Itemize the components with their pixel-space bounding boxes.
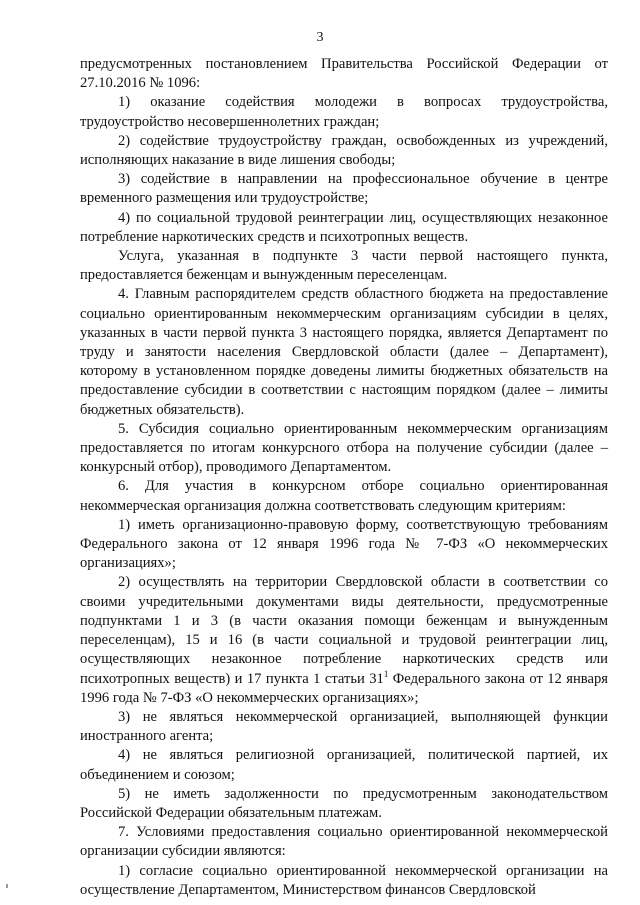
list-item: 3) содействие в направлении на профессиональное обучение в центре временного размещения или трудоустройстве; — [80, 171, 608, 207]
document-body — [80, 55, 608, 900]
superscript: 1 — [383, 668, 389, 679]
paragraph: 4. Главным распорядителем средств областного бюджета на предоставление социально ориентированным некоммерческим организациям субсидии в целях, указанных в части первой пункта 3 настоящего порядка, является Департамент по труду и занятости населения Свердловской области (далее – Департамент), которому в установленном порядке доведены лимиты бюджетных обязательств на предоставление субсидии в соответствии с настоящим порядком (далее – лимиты бюджетных обязательств). — [80, 286, 608, 418]
list-item: 5) не иметь задолженности по предусмотренным законодательством Российской Федерации обязательным платежам. — [80, 785, 608, 821]
list-item: 4) по социальной трудовой реинтеграции лиц, осуществляющих незаконное потребление наркотических средств и психотропных веществ. — [80, 209, 608, 245]
list-item: 4) не являться религиозной организацией, политической партией, их объединением и союзом; — [80, 747, 608, 783]
paragraph: 7. Условиями предоставления социально ориентированной некоммерческой организации субсидии являются: — [80, 824, 608, 860]
list-item: 1) иметь организационно-правовую форму, соответствующую требованиям Федерального закона от 12 января 1996 года № 7-ФЗ «О некоммерческих организациях»; — [80, 516, 608, 572]
paragraph: 6. Для участия в конкурсном отборе социально ориентированная некоммерческая организация должна соответствовать следующим критериям: — [80, 478, 608, 514]
paragraph: Услуга, указанная в подпункте 3 части первой настоящего пункта, предоставляется беженцам и вынужденным переселенцам. — [80, 248, 608, 284]
paragraph: предусмотренных постановлением Правительства Российской Федерации от 27.10.2016 № 1096: — [80, 56, 608, 92]
list-item: 2) содействие трудоустройству граждан, освобожденных из учреждений, исполняющих наказание в виде лишения свободы; — [80, 132, 608, 169]
paragraph: 5. Субсидия социально ориентированным некоммерческим организациям предоставляется по итогам конкурсного отбора на получение субсидии (далее – конкурсный отбор), проводимого Департаментом. — [80, 420, 608, 476]
list-item — [80, 573, 608, 707]
list-item-text-tail: Федерального закона от 12 января 1996 года № 7-ФЗ «О некоммерческих организациях»; — [80, 670, 608, 706]
list-item: 1) оказание содействия молодежи в вопросах трудоустройства, трудоустройство несовершеннолетних граждан; — [80, 94, 608, 130]
page-number: 3 — [316, 30, 324, 45]
list-item-text: 2) осуществлять на территории Свердловской области в соответствии со своими учредительными документами виды деятельности, предусмотренные подпунктами 1 и 3 (в части оказания помощи беженцам и вынужденным переселенцам), 15 и 16 (в части социальной и трудовой реинтеграции лиц, осуществляющих незаконное потребление наркотических средств или психотропных веществ) и 17 пункта 1 статьи 31 — [80, 574, 608, 687]
list-item: 1) согласие социально ориентированной некоммерческой организации на осуществление Департаментом, Министерством финансов Свердловской — [80, 862, 608, 898]
scan-mark — [6, 884, 8, 888]
list-item: 3) не являться некоммерческой организацией, выполняющей функции иностранного агента; — [80, 708, 608, 745]
